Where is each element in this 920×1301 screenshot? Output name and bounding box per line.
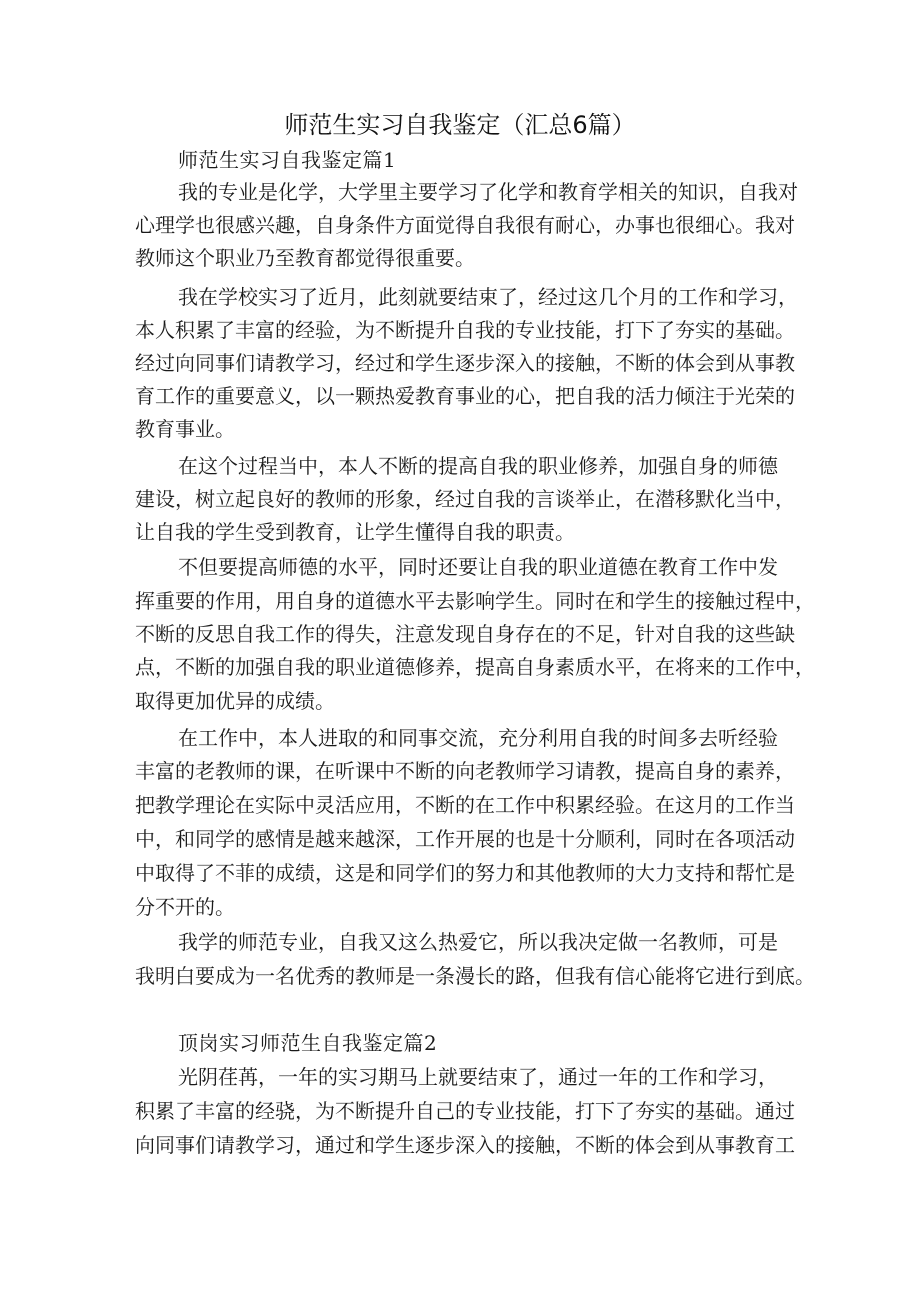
paragraph-line: 在工作中，本人进取的和同事交流，充分利用自我的时间多去听经验 bbox=[178, 726, 778, 750]
paragraph-line: 不断的反思自我工作的得失，注意发现自身存在的不足，针对自我的这些缺 bbox=[135, 622, 795, 646]
paragraph-line: 取得更加优异的成绩。 bbox=[135, 689, 335, 713]
paragraph-line: 育工作的重要意义，以一颗热爱教育事业的心，把自我的活力倾注于光荣的 bbox=[135, 384, 795, 408]
section-heading: 师范生实习自我鉴定篇1 bbox=[178, 148, 397, 172]
paragraph-line: 积累了丰富的经骁，为不断提升自己的专业技能，打下了夯实的基础。通过 bbox=[135, 1099, 795, 1123]
paragraph-line: 教育事业。 bbox=[135, 417, 235, 441]
paragraph-line: 我在学校实习了近月，此刻就要结束了，经过这几个月的工作和学习， bbox=[178, 285, 798, 309]
paragraph-line: 分不开的。 bbox=[135, 895, 235, 919]
paragraph-line: 点，不断的加强自我的职业道德修养，提高自身素质水平，在将来的工作中， bbox=[135, 655, 815, 679]
paragraph-line: 向同事们请教学习，通过和学生逐步深入的接触，不断的体会到从事教育工 bbox=[135, 1133, 795, 1157]
paragraph-line: 经过向同事们请教学习，经过和学生逐步深入的接触，不断的体会到从事教 bbox=[135, 351, 795, 375]
paragraph-line: 光阴荏苒，一年的实习期马上就要结束了，通过一年的工作和学习， bbox=[178, 1065, 778, 1089]
paragraph-line: 我学的师范专业，自我又这么热爱它，所以我决定做一名教师，可是 bbox=[178, 930, 778, 954]
paragraph-line: 我明白要成为一名优秀的教师是一条漫长的路，但我有信心能将它进行到底。 bbox=[135, 964, 815, 988]
paragraph-line: 建设，树立起良好的教师的形象，经过自我的言谈举止，在潜移默化当中， bbox=[135, 487, 795, 511]
paragraph-line: 把教学理论在实际中灵活应用，不断的在工作中积累经验。在这月的工作当 bbox=[135, 793, 795, 817]
paragraph-line: 在这个过程当中，本人不断的提高自我的职业修养，加强自身的师德 bbox=[178, 454, 778, 478]
paragraph-line: 不但要提高师德的水平，同时还要让自我的职业道德在教育工作中发 bbox=[178, 555, 778, 579]
document-title: 师范生实习自我鉴定（汇总6篇） bbox=[284, 111, 636, 139]
paragraph-line: 挥重要的作用，用自身的道德水平去影响学生。同时在和学生的接触过程中， bbox=[135, 589, 815, 613]
paragraph-line: 教师这个职业乃至教育都觉得很重要。 bbox=[135, 246, 475, 270]
paragraph-line: 中，和同学的感情是越来越深，工作开展的也是十分顺利，同时在各项活动 bbox=[135, 827, 795, 851]
paragraph-line: 心理学也很感兴趣，自身条件方面觉得自我很有耐心，办事也很细心。我对 bbox=[135, 213, 795, 237]
paragraph-line: 我的专业是化学，大学里主要学习了化学和教育学相关的知识，自我对 bbox=[178, 180, 798, 204]
paragraph-line: 丰富的老教师的课，在听课中不断的向老教师学习请教，提高自身的素养， bbox=[135, 759, 795, 783]
paragraph-line: 让自我的学生受到教育，让学生懂得自我的职责。 bbox=[135, 520, 575, 544]
paragraph-line: 中取得了不菲的成绩，这是和同学们的努力和其他教师的大力支持和帮忙是 bbox=[135, 861, 795, 885]
section-heading: 顶岗实习师范生自我鉴定篇2 bbox=[178, 1031, 438, 1055]
paragraph-line: 本人积累了丰富的经验，为不断提升自我的专业技能，打下了夯实的基础。 bbox=[135, 318, 795, 342]
